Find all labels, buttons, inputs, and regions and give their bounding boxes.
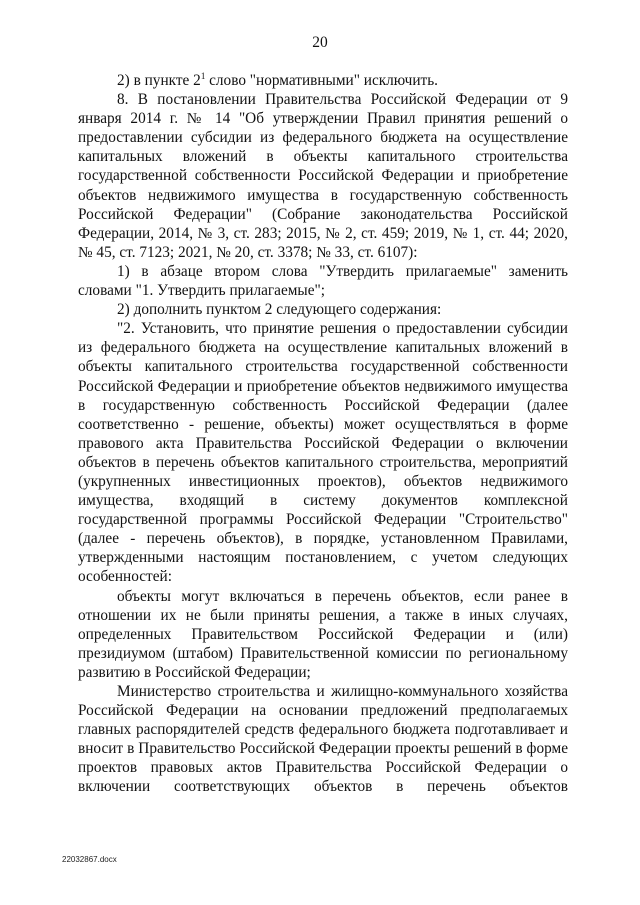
paragraph-objects-condition: объекты могут включаться в перечень объектов, если ранее в отношении их не были приняты решения, а также в иных случаях, определенных Правительством Российской Федерации и (или) президиумом (штабом) Правительственной комиссии по региональному развитию в Российской Федерации; (78, 587, 568, 681)
paragraph-ministry: Министерство строительства и жилищно-коммунального хозяйства Российской Федерации на основании предложений предполагаемых главных распорядителей средств федерального бюджета подготавливает и вносит в Правительство Российской Федерации проекты решений в форме проектов правовых актов Правительства Российской Федерации о включении соответствующих объектов в перечень объектов (78, 683, 568, 796)
document-body (78, 71, 568, 797)
paragraph-item-2-end: слово "нормативными" исключить. (205, 72, 439, 89)
paragraph-subitem-2: 2) дополнить пунктом 2 следующего содержания: (117, 301, 442, 319)
superscript-marker: 1 (200, 70, 206, 81)
paragraph-subitem-1: 1) в абзаце втором слова "Утвердить прилагаемые" заменить словами "1. Утвердить прилагаемые"; (78, 262, 568, 300)
paragraph-quoted-point-2: "2. Установить, что принятие решения о предоставлении субсидии из федерального бюджета на осуществление капитальных вложений в объекты капитального строительства государственной собственности Российской Федерации и приобретение объектов недвижимого имущества в государственную собственность Российской Федерации (далее соответственно - решение, объекты) может осуществляться в форме правового акта Правительства Российской Федерации о включении объектов в перечень объектов капитального строительства, мероприятий (укрупненных инвестиционных проектов), объектов недвижимого имущества, входящий в систему документов комплексной государственной программы Российской Федерации "Строительство" (далее - перечень объектов), в порядке, установленном Правилами, утвержденными настоящим постановлением, с учетом следующих особенностей: (78, 320, 568, 586)
document-filename: 22032867.docx (62, 855, 117, 864)
paragraph-item-8: 8. В постановлении Правительства Российской Федерации от 9 января 2014 г. № 14 "Об утверждении Правил принятия решений о предоставлении субсидии из федерального бюджета на осуществление капитальных вложений в объекты капитального строительства государственной собственности Российской Федерации и приобретение объектов недвижимого имущества в государственную собственность Российской Федерации" (Собрание законодательства Российской Федерации, 2014, № 3, ст. 283; 2015, № 2, ст. 459; 2019, № 1, ст. 44; 2020, № 45, ст. 7123; 2021, № 20, ст. 3378; № 33, ст. 6107): (78, 91, 568, 261)
paragraph-item-2-start: 2) в пункте 2 (117, 72, 201, 89)
page-number: 20 (312, 34, 328, 51)
paragraph-item-2 (78, 71, 568, 90)
